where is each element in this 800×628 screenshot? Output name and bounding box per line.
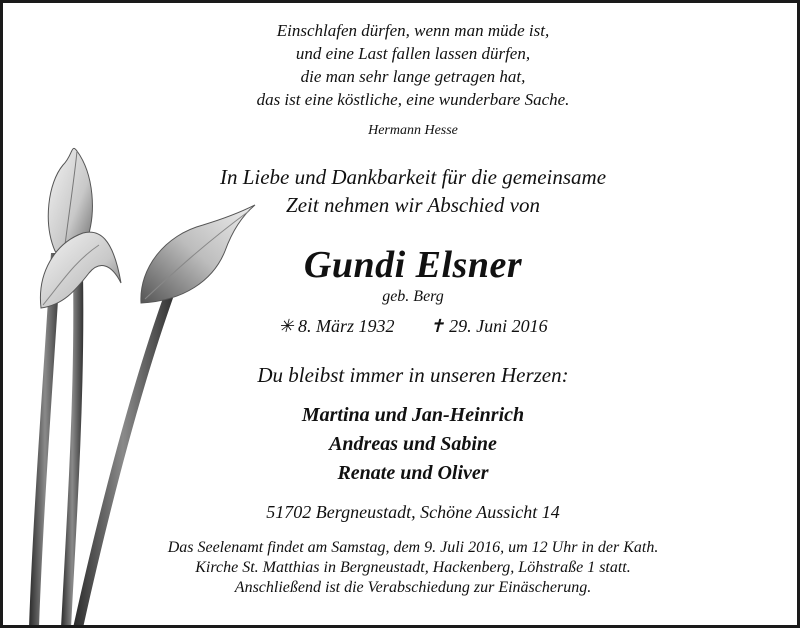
poem-line: das ist eine köstliche, eine wunderbare Sache.	[256, 90, 570, 109]
birth-date: 8. März 1932	[297, 316, 395, 336]
mourners-list	[83, 401, 743, 488]
service-line: Anschließend ist die Verabschiedung zur Einäscherung.	[234, 579, 592, 596]
service-line: Kirche St. Matthias in Bergneustadt, Hackenberg, Löhstraße 1 statt.	[195, 559, 631, 576]
death-date: 29. Juni 2016	[449, 316, 548, 336]
service-info	[83, 538, 743, 598]
intro-text	[83, 163, 743, 219]
heart-line: Du bleibst immer in unseren Herzen:	[257, 363, 569, 387]
poem	[83, 19, 743, 111]
maiden-name: geb. Berg	[382, 288, 444, 305]
life-dates	[83, 316, 743, 337]
intro-line: Zeit nehmen wir Abschied von	[286, 193, 540, 217]
poem-line: und eine Last fallen lassen dürfen,	[295, 44, 531, 63]
address: 51702 Bergneustadt, Schöne Aussicht 14	[266, 502, 560, 522]
mourner-entry: Andreas und Sabine	[329, 433, 497, 455]
service-line: Das Seelenamt findet am Samstag, dem 9. Juli 2016, um 12 Uhr in der Kath.	[167, 539, 659, 556]
birth-star-icon: ✳	[278, 316, 294, 336]
deceased-name: Gundi Elsner	[303, 244, 523, 286]
death-cross-icon: ✝	[429, 316, 445, 336]
mourner-entry: Martina und Jan-Heinrich	[301, 404, 525, 426]
poem-author: Hermann Hesse	[368, 123, 458, 138]
poem-line: die man sehr lange getragen hat,	[300, 67, 526, 86]
poem-line: Einschlafen dürfen, wenn man müde ist,	[276, 21, 550, 40]
mourner-entry: Renate und Oliver	[337, 462, 489, 484]
intro-line: In Liebe und Dankbarkeit für die gemeinsame	[219, 165, 607, 189]
